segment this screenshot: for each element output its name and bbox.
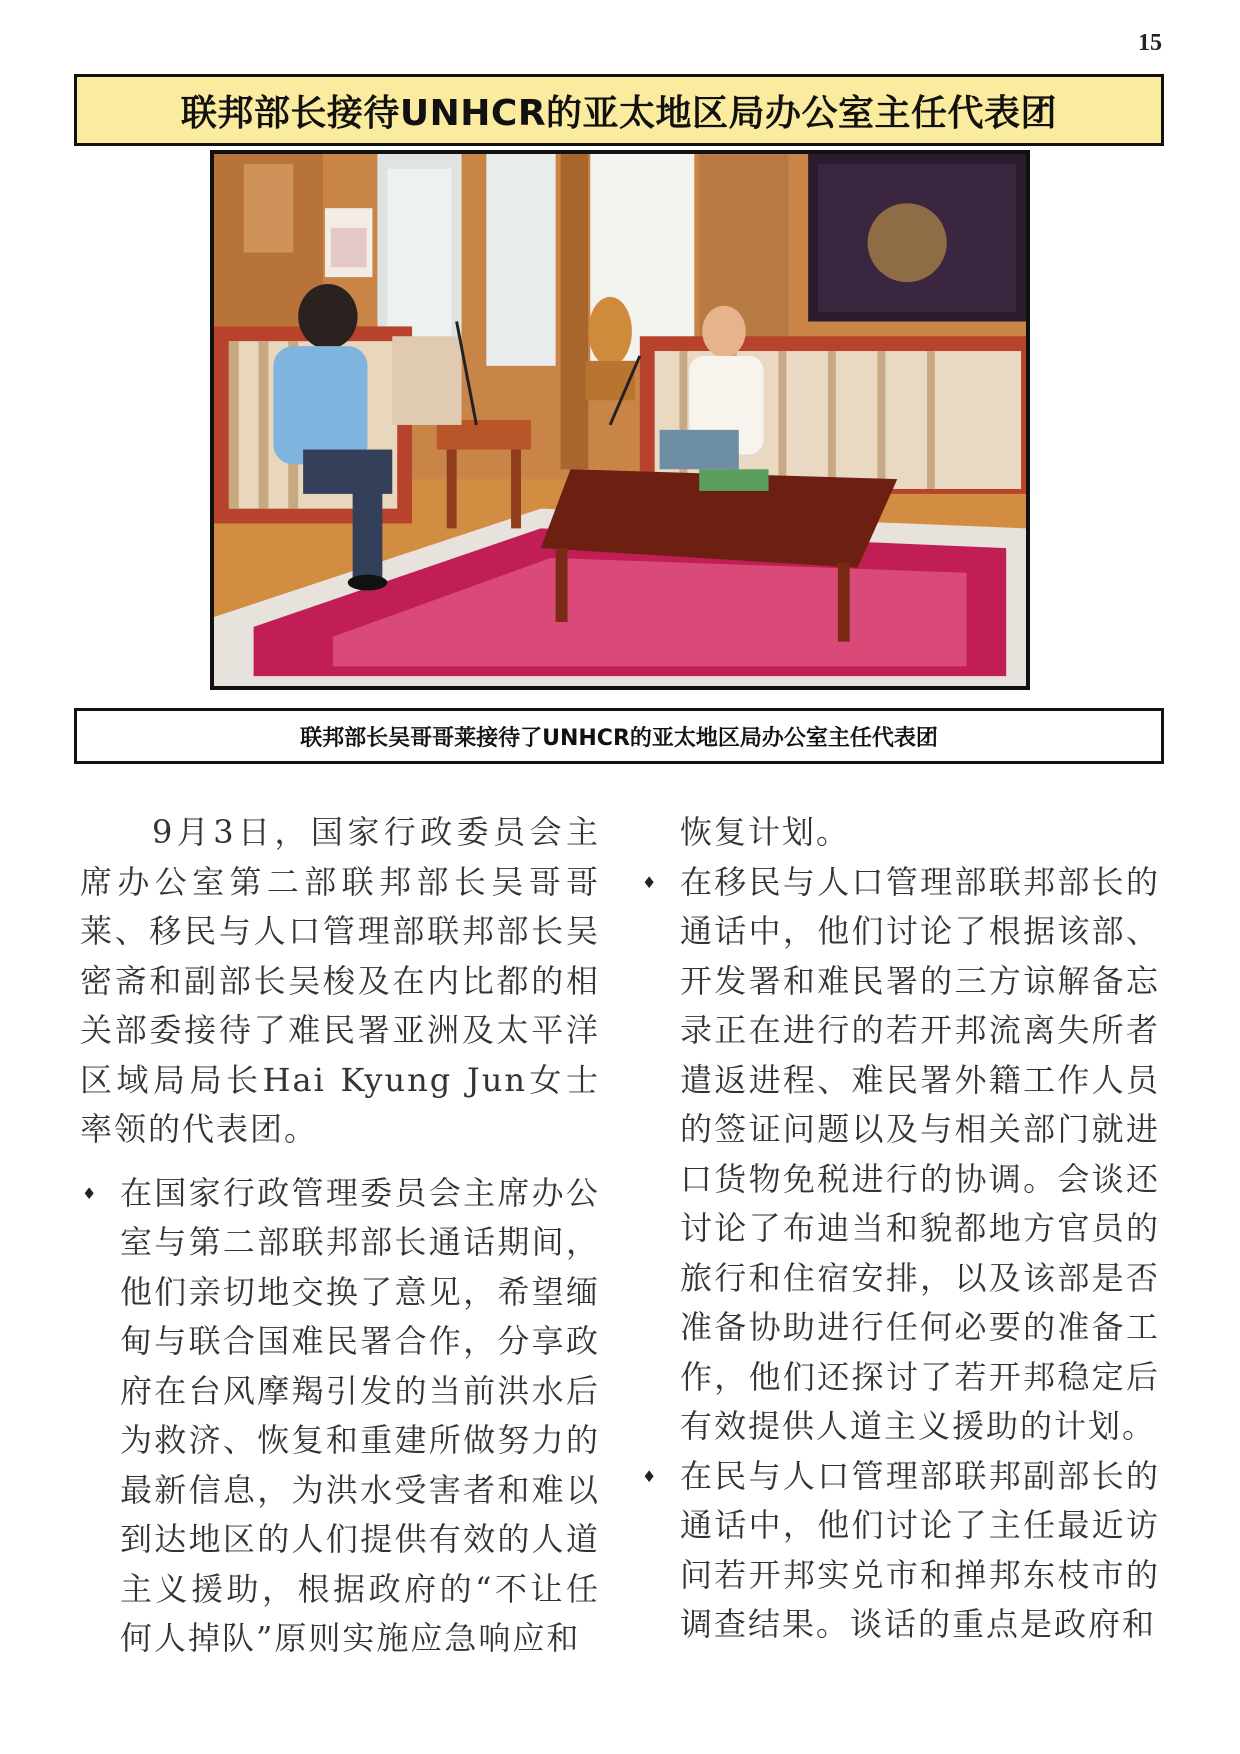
bullet-item-3 — [640, 1452, 1160, 1650]
right-column — [640, 808, 1160, 1650]
left-column — [80, 808, 600, 1664]
intro-paragraph: 9月3日，国家行政委员会主席办公室第二部联邦部长吴哥哥莱、移民与人口管理部联邦部长吴密斋和副部长吴梭及在内比都的相关部委接待了难民署亚洲及太平洋区域局局长Hai Kyung Jun女士率领的代表团。 — [80, 813, 600, 1148]
meeting-photo — [210, 150, 1030, 690]
page-number: 15 — [1138, 30, 1162, 56]
caption-box — [74, 708, 1164, 764]
bullet-item-1 — [80, 1169, 600, 1664]
bullet-item-2 — [640, 858, 1160, 1452]
meeting-photo-illustration — [214, 154, 1026, 686]
bullet-1-text: 在国家行政管理委员会主席办公室与第二部联邦部长通话期间，他们亲切地交换了意见，希望缅甸与联合国难民署合作，分享政府在台风摩羯引发的当前洪水后为救济、恢复和重建所做努力的最新信息，为洪水受害者和难以到达地区的人们提供有效的人道主义援助，根据政府的“不让任何人掉队”原则实施应急响应和 — [120, 1173, 600, 1657]
photo-caption: 联邦部长吴哥哥莱接待了UNHCR的亚太地区局办公室主任代表团 — [300, 725, 938, 751]
title-banner — [74, 74, 1164, 146]
bullet-3-text: 在民与人口管理部联邦副部长的通话中，他们讨论了主任最近访问若开邦实兑市和掸邦东枝市的调查结果。谈话的重点是政府和 — [680, 1456, 1160, 1643]
diamond-bullet-icon: ♦ — [82, 1183, 99, 1203]
diamond-bullet-icon: ♦ — [642, 872, 659, 892]
diamond-bullet-icon: ♦ — [642, 1466, 659, 1486]
page-title: 联邦部长接待UNHCR的亚太地区局办公室主任代表团 — [180, 92, 1058, 134]
continuation-text: 恢复计划。 — [680, 813, 851, 851]
bullet-2-text: 在移民与人口管理部联邦部长的通话中，他们讨论了根据该部、开发署和难民署的三方谅解备忘录正在进行的若开邦流离失所者遣返进程、难民署外籍工作人员的签证问题以及与相关部门就进口货物免税进行的协调。会谈还讨论了布迪当和貌都地方官员的旅行和住宿安排，以及该部是否准备协助进行任何必要的准备工作，他们还探讨了若开邦稳定后有效提供人道主义援助的计划。 — [680, 862, 1160, 1445]
